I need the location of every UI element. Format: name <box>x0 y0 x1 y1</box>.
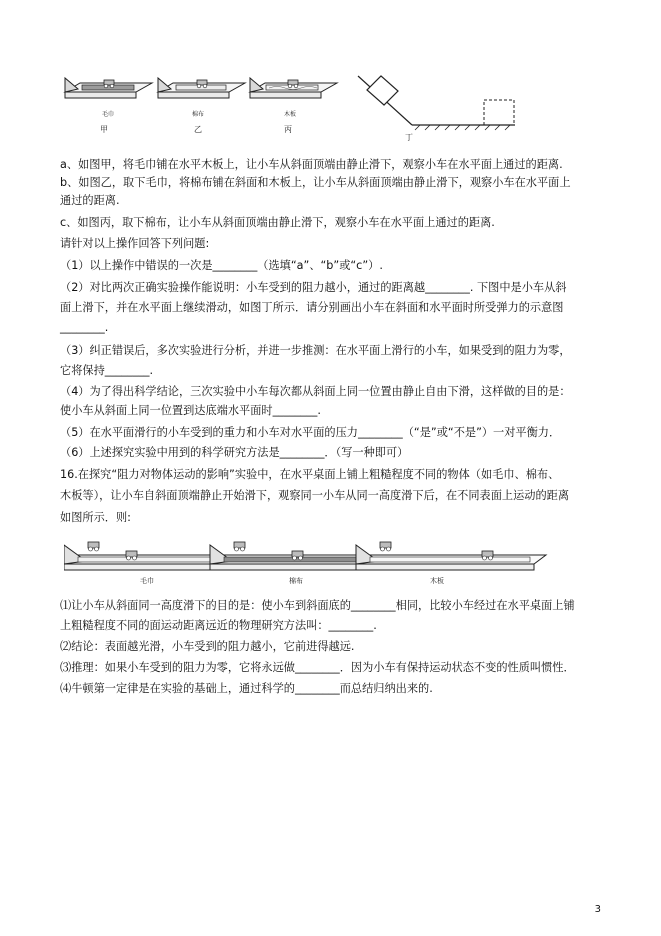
experiment-figure-top <box>60 58 530 148</box>
text-line-a6: （1）以上操作中错误的一次是________（选填“a”、“b”或“c”）. <box>60 259 383 272</box>
text-line-b2: 上粗糙程度不同的面运动距离远近的物理研究方法叫：________. <box>60 619 377 632</box>
caption-ding: 丁 <box>405 133 413 142</box>
experiment-figure-bottom <box>64 530 590 590</box>
text-line-a15: （6）上述探究实验中用到的科学研究方法是________．（写一种即可） <box>60 446 409 459</box>
page-number: 3 <box>594 904 601 915</box>
text-line-a10: （3）纠正错误后，多次实验进行分析，并进一步推测：在水平面上滑行的小车，如果受到的阻力为零， <box>60 344 571 357</box>
figure-yi <box>158 78 245 134</box>
text-line-a14: （5）在水平面滑行的小车受到的重力和小车对水平面的压力________（“是”或“不是”）一对平衡力． <box>60 426 561 439</box>
text-line-a4: c、如图丙，取下棉布，让小车从斜面顶端由静止滑下，观察小车在水平面上通过的距离. <box>60 216 495 229</box>
surface-label-maojin: 毛巾 <box>140 577 154 585</box>
figure-bing <box>250 78 337 134</box>
caption-jia: 甲 <box>100 125 108 134</box>
text-line-a9: ________. <box>60 321 109 334</box>
text-line-a11: 它将保持________. <box>60 364 154 377</box>
text-line-a18: 如图所示．则: <box>60 511 131 524</box>
text-line-a7: （2）对比两次正确实验操作能说明：小车受到的阻力越小，通过的距离越________. 下图中是小车从斜 <box>60 281 567 294</box>
text-line-a5: 请针对以上操作回答下列问题: <box>60 237 210 250</box>
figure-jia <box>65 78 152 134</box>
text-line-a17: 木板等），让小车自斜面顶端静止开始滑下，观察同一小车从同一高度滑下后，在不同表面上运动的距离 <box>60 489 570 502</box>
text-line-b4: ⑶推理：如果小车受到的阻力为零，它将永远做________．因为小车有保持运动状态不变的性质叫惯性． <box>60 661 575 674</box>
text-line-b1: ⑴让小车从斜面同一高度滑下的目的是：使小车到斜面底的________相同，比较小车经过在水平桌面上铺 <box>60 599 575 612</box>
text-line-a1: a、如图甲，将毛巾铺在水平木板上，让小车从斜面顶端由静止滑下，观察小车在水平面上通过的距离. <box>60 158 563 171</box>
figure-ding <box>358 76 515 142</box>
text-line-a12: （4）为了得出科学结论，三次实验中小车每次都从斜面上同一位置由静止自由下滑，这样做的目的是： <box>60 385 571 398</box>
text-line-a8: 面上滑下，并在水平面上继续滑动，如图丁所示．请分别画出小车在斜面和水平面时所受弹力的示意图 <box>60 301 564 314</box>
text-line-a2: b、如图乙，取下毛巾，将棉布铺在斜面和木板上，让小车从斜面顶端由静止滑下，观察小车在水平面上 <box>60 176 571 189</box>
figure-label-maojin: 毛巾 <box>102 111 115 118</box>
surface-muban-figure <box>356 542 546 585</box>
text-line-a13: 使小车从斜面上同一位置到达底端水平面时________. <box>60 404 321 417</box>
text-line-a3: 通过的距离. <box>60 194 120 207</box>
figure-label-muban: 木板 <box>284 111 297 118</box>
text-line-b5: ⑷牛顿第一定律是在实验的基础上，通过科学的________而总结归纳出来的. <box>60 682 433 695</box>
text-line-b3: ⑵结论：表面越光滑，小车受到的阻力越小，它前进得越远. <box>60 640 355 653</box>
surface-label-mianbu: 棉布 <box>289 577 303 585</box>
surface-label-muban: 木板 <box>430 577 444 585</box>
caption-yi: 乙 <box>194 125 202 134</box>
figure-label-mianbu: 棉布 <box>192 111 205 118</box>
caption-bing: 丙 <box>284 125 292 134</box>
text-line-a16: 16.在探究“阻力对物体运动的影响”实验中，在水平桌面上铺上粗糙程度不同的物体（如毛巾、棉布、 <box>60 468 560 481</box>
